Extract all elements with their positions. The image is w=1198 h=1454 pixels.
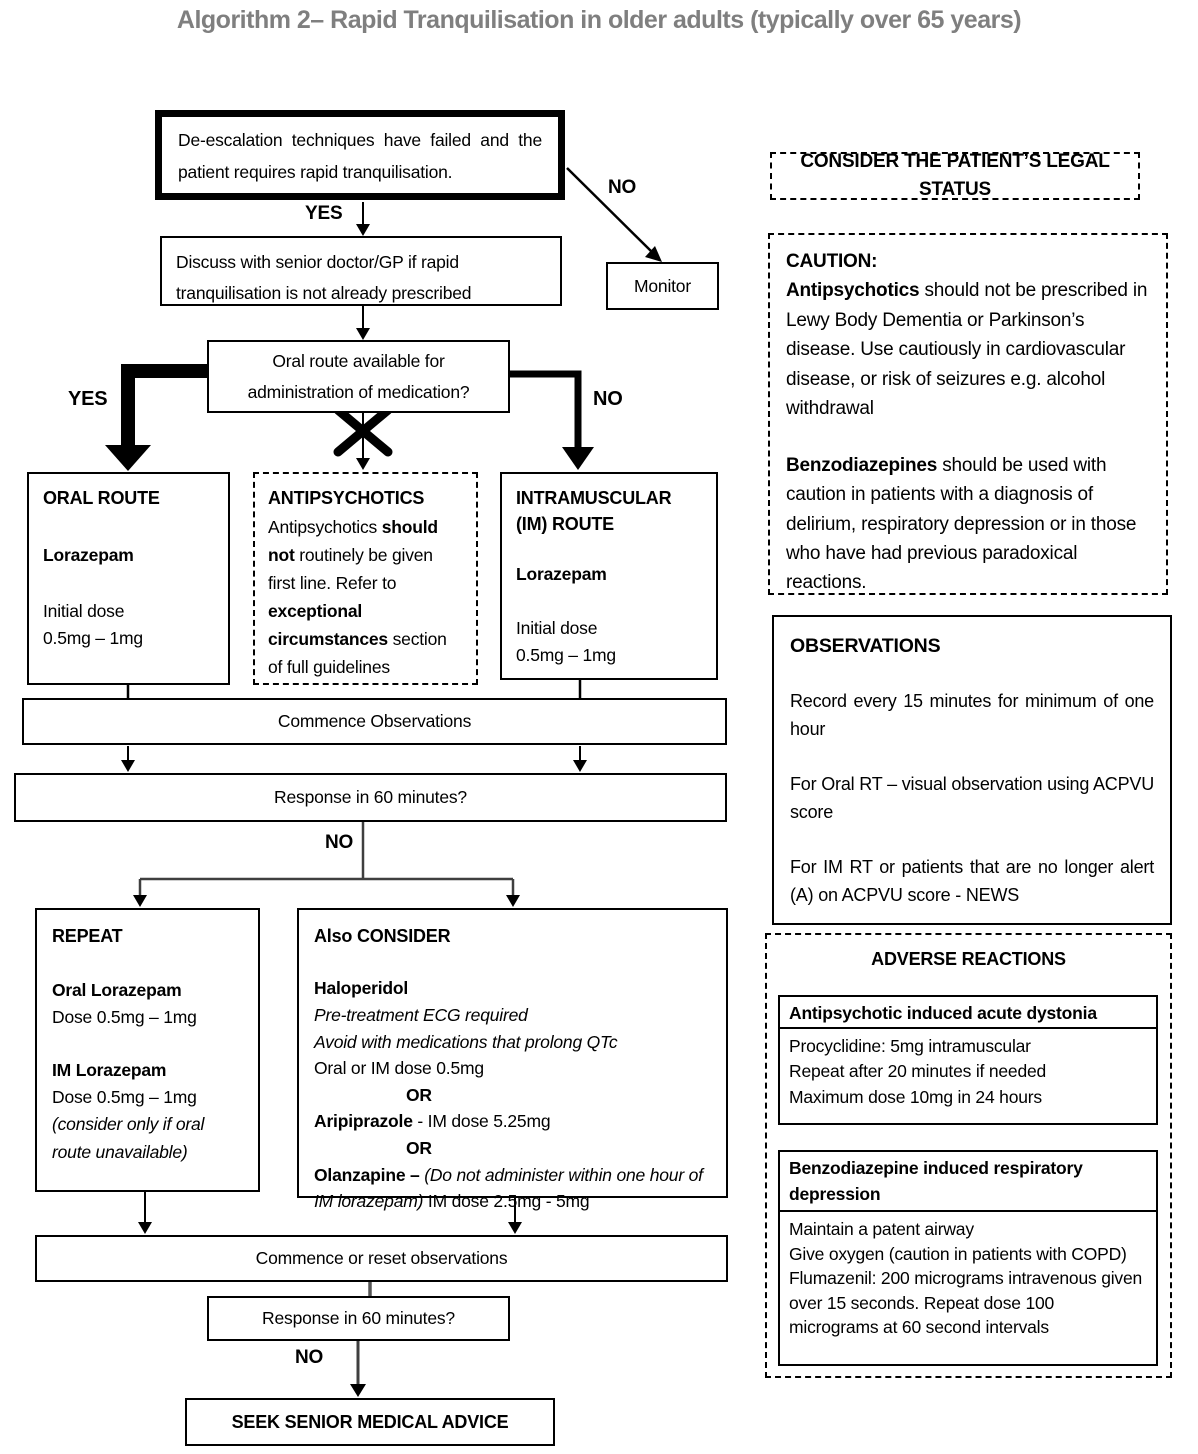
consider-node: [297, 908, 728, 1212]
oral-route-node: [27, 472, 230, 685]
monitor-node: [606, 262, 719, 310]
arrowhead-commence-right: [573, 760, 587, 772]
commence-observations-node: [22, 698, 727, 745]
arrowhead-commence-left: [121, 760, 135, 772]
response2-node: [207, 1296, 510, 1341]
caution-run: should be used with caution in patients with a diagnosis of delirium, respiratory depression or in those who have had previous paradoxical reactions.: [786, 454, 1137, 594]
caution-title: CAUTION:: [786, 251, 878, 272]
consider-olanzapine-line: [314, 1162, 711, 1215]
consider-aripiprazole-dose: - IM dose 5.25mg: [412, 1111, 551, 1132]
arrowhead-start-to-discuss: [356, 224, 370, 236]
im-route-dose-label: Initial dose: [516, 618, 598, 639]
consider-halo-dose: Oral or IM dose 0.5mg: [314, 1058, 484, 1079]
commence-reset-node: [35, 1235, 728, 1282]
caution-run: Antipsychotics: [786, 280, 920, 302]
arrow-yes-to-oral-route: [128, 371, 209, 446]
consider-halo-note1: Pre-treatment ECG required: [314, 1004, 528, 1025]
dystonia-body: [778, 1027, 1158, 1125]
observations-p1: Record every 15 minutes for minimum of one hour: [790, 691, 1154, 740]
antipsychotics-node: [253, 472, 478, 685]
arrowhead-branch-right: [506, 895, 520, 907]
im-route-node: [500, 472, 718, 680]
consider-haloperidol: Haloperidol: [314, 978, 409, 999]
arrowhead-no-to-im-route: [562, 447, 594, 470]
antipsychotics-text: [268, 513, 463, 681]
observations-title: OBSERVATIONS: [790, 635, 941, 657]
consider-olanzapine: Olanzapine –: [314, 1164, 425, 1185]
observations-p3: For IM RT or patients that are no longer alert (A) on ACPVU score - NEWS: [790, 856, 1154, 905]
dystonia-line: Maximum dose 10mg in 24 hours: [789, 1086, 1042, 1107]
response1-text: Response in 60 minutes?: [274, 787, 467, 808]
antipsychotics-title: ANTIPSYCHOTICS: [268, 488, 425, 508]
label-no-response1: NO: [325, 832, 354, 853]
respiratory-body: [778, 1210, 1158, 1366]
arrowhead-consider-to-reset: [508, 1222, 522, 1234]
label-no-response2: NO: [295, 1347, 324, 1368]
caution-box: [768, 233, 1168, 595]
consider-aripiprazole: Aripiprazole: [314, 1111, 413, 1132]
arrowhead-discuss-to-question: [356, 328, 370, 340]
im-route-drug: Lorazepam: [516, 564, 607, 585]
adverse-reactions-title: ADVERSE REACTIONS: [871, 949, 1066, 969]
consider-aripiprazole-line: [314, 1108, 711, 1135]
respiratory-line: Give oxygen (caution in patients with COPD): [789, 1243, 1127, 1264]
antipsychotics-run: section of full guidelines: [268, 628, 447, 677]
dystonia-header: [778, 995, 1158, 1029]
arrowhead-yes-to-oral-route: [105, 445, 151, 471]
im-route-dose: 0.5mg – 1mg: [516, 644, 616, 665]
respiratory-line: Maintain a patent airway: [789, 1219, 974, 1239]
respiratory-line: Flumazenil: 200 micrograms intravenous given over 15 seconds. Repeat dose 100 micrograms at 60 second intervals: [789, 1268, 1143, 1337]
label-yes-top: YES: [305, 203, 343, 224]
caution-run: Benzodiazepines: [786, 454, 938, 476]
dystonia-line: Procyclidine: 5mg intramuscular: [789, 1036, 1031, 1056]
oral-question-text: Oral route available for administration of medication?: [247, 350, 470, 402]
legal-status-box: [770, 152, 1140, 200]
seek-advice-text: SEEK SENIOR MEDICAL ADVICE: [231, 1411, 509, 1432]
respiratory-header-text: Benzodiazepine induced respiratory depression: [789, 1158, 1083, 1205]
arrowhead-branch-left: [133, 895, 147, 907]
arrowhead-response2-to-seek: [350, 1384, 366, 1397]
repeat-node: [35, 908, 260, 1192]
repeat-oral-dose: Dose 0.5mg – 1mg: [52, 1007, 197, 1028]
oral-route-drug: Lorazepam: [43, 545, 134, 565]
consider-or2: OR: [406, 1137, 432, 1158]
caution-benzodiazepines-paragraph: [786, 451, 1150, 598]
consider-olanzapine-dose: IM dose 2.5mg - 5mg: [423, 1191, 590, 1212]
repeat-im-dose: Dose 0.5mg – 1mg: [52, 1087, 197, 1108]
page-title: Algorithm 2– Rapid Tranquilisation in older adults (typically over 65 years): [176, 6, 1022, 34]
consider-halo-note2: Avoid with medications that prolong QTc: [314, 1031, 618, 1052]
caution-run: should not be prescribed in Lewy Body Dementia or Parkinson’s disease. Use cautiously in cardiovascular disease, or risk of seizures e.g. alcohol withdrawal: [786, 280, 1148, 420]
antipsychotics-run: Antipsychotics: [268, 516, 382, 537]
oral-route-dose-label: Initial dose: [43, 601, 125, 622]
arrowhead-repeat-to-reset: [138, 1222, 152, 1234]
response2-text: Response in 60 minutes?: [262, 1308, 455, 1329]
antipsychotics-run: should not: [268, 516, 438, 565]
dystonia-line: Repeat after 20 minutes if needed: [789, 1061, 1047, 1082]
repeat-oral-name: Oral Lorazepam: [52, 979, 182, 1000]
caution-antipsychotics-paragraph: [786, 276, 1150, 423]
label-no-top: NO: [608, 177, 637, 198]
antipsychotics-run: exceptional circumstances: [268, 600, 388, 649]
arrow-no-to-im-route: [508, 374, 578, 448]
observations-box: [772, 615, 1172, 925]
repeat-title: REPEAT: [52, 926, 123, 946]
seek-advice-node: [185, 1398, 555, 1446]
discuss-node: [160, 236, 562, 306]
discuss-node-text: Discuss with senior doctor/GP if rapid tranquilisation is not already prescribed: [176, 252, 472, 303]
consider-title: Also CONSIDER: [314, 926, 451, 946]
repeat-im-note: (consider only if oral route unavailable): [52, 1114, 205, 1162]
oral-route-title: ORAL ROUTE: [43, 488, 160, 508]
consider-or1: OR: [406, 1084, 432, 1105]
response1-node: [14, 773, 727, 822]
label-yes-oral: YES: [68, 388, 108, 410]
observations-p2: For Oral RT – visual observation using ACPVU score: [790, 774, 1154, 822]
antipsychotics-run: routinely be given first line. Refer to: [268, 544, 433, 593]
oral-route-dose: 0.5mg – 1mg: [43, 627, 143, 648]
im-route-title: INTRAMUSCULAR (IM) ROUTE: [516, 488, 672, 535]
respiratory-header: [778, 1150, 1158, 1212]
monitor-node-text: Monitor: [634, 275, 691, 296]
start-node: [155, 110, 565, 200]
dystonia-header-text: Antipsychotic induced acute dystonia: [789, 1003, 1097, 1023]
oral-question-node: [207, 340, 510, 413]
arrowhead-question-to-antipsychotics: [356, 458, 370, 470]
start-node-text: De-escalation techniques have failed and the patient requires rapid tranquilisation.: [178, 130, 542, 183]
label-no-oral: NO: [593, 388, 623, 410]
commence-observations-text: Commence Observations: [277, 711, 472, 732]
commence-reset-text: Commence or reset observations: [255, 1248, 508, 1269]
repeat-im-name: IM Lorazepam: [52, 1060, 167, 1081]
legal-status-text: CONSIDER THE PATIENT’S LEGAL STATUS: [800, 150, 1110, 200]
consider-olanzapine-note: (Do not administer within one hour of IM lorazepam): [314, 1164, 703, 1212]
